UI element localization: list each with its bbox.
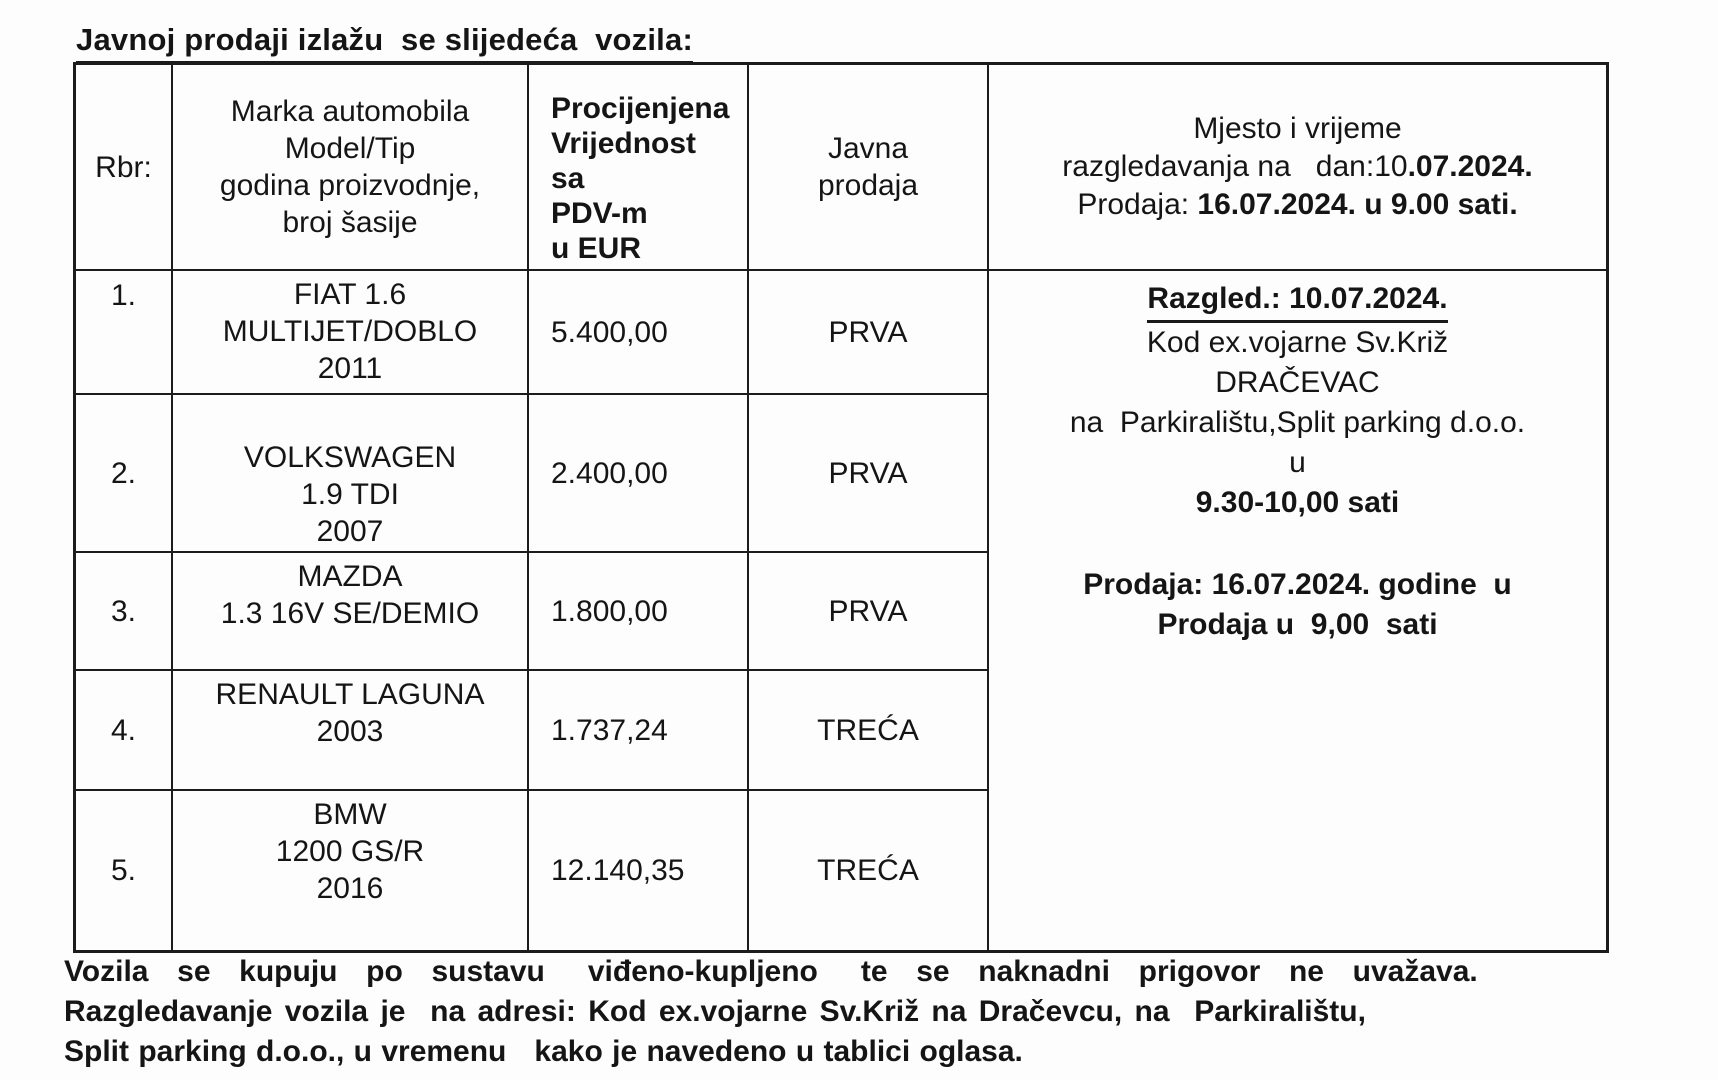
row-2-value <box>529 395 749 553</box>
vehicles-table <box>73 62 1609 953</box>
notice-razgled-underlined: Razgled.: 10.07.2024. <box>1147 279 1447 323</box>
header-marka-line: godina proizvodnje, <box>219 169 481 202</box>
header-mjesto-line3-regular: Prodaja: <box>1077 188 1198 221</box>
row-number-text: 3. <box>110 594 137 628</box>
notice-time-range: 9.30-10,00 sati <box>1195 486 1400 519</box>
row-4-value <box>529 671 749 791</box>
header-marka-line: Marka automobila <box>230 95 470 128</box>
model-line: 2016 <box>316 872 384 905</box>
value-text: 2.400,00 <box>551 456 668 490</box>
header-mjesto-line3 <box>1077 186 1517 224</box>
value-text: 1.800,00 <box>551 594 668 628</box>
row-2-model <box>173 395 529 553</box>
notice-razgled-title <box>1147 279 1447 323</box>
header-cell-vrijednost <box>529 65 749 271</box>
row-4-model <box>173 671 529 791</box>
header-mjesto-line2-bold: .07.2024. <box>1407 150 1533 183</box>
model-line: BMW <box>313 798 387 831</box>
sale-class-text: PRVA <box>828 594 908 628</box>
model-line: FIAT 1.6 <box>293 278 407 311</box>
value-text: 12.140,35 <box>551 854 685 887</box>
model-line: MULTIJET/DOBLO <box>222 315 478 348</box>
footer-line: Razgledavanje vozila je na adresi: Kod ex.vojarne Sv.Križ na Dračevcu, na Parkiralištu, <box>64 995 1366 1028</box>
header-javna-line: Javna <box>827 132 909 165</box>
header-vrijednost-line: Procijenjena <box>551 91 730 125</box>
header-vrijednost-line: PDV-m <box>551 196 648 230</box>
notice-location-line: Kod ex.vojarne Sv.Križ <box>1146 326 1449 359</box>
model-line: RENAULT LAGUNA <box>215 678 485 711</box>
notice-location-line: DRAČEVAC <box>1215 366 1380 399</box>
notice-sale-line2: Prodaja u 9,00 sati <box>1157 608 1438 641</box>
row-2-sale-class <box>749 395 989 553</box>
sale-class-text: PRVA <box>828 315 908 349</box>
row-3-number <box>76 553 173 671</box>
header-javna-line: prodaja <box>817 169 919 202</box>
row-3-value <box>529 553 749 671</box>
row-number-text: 1. <box>110 279 137 312</box>
header-mjesto-line2-regular: razgledavanja na dan:10 <box>1062 150 1408 183</box>
header-marka-line: Model/Tip <box>284 132 416 165</box>
row-5-model <box>173 791 529 950</box>
header-cell-mjesto-vrijeme <box>989 65 1606 271</box>
header-mjesto-line1: Mjesto i vrijeme <box>1193 112 1402 145</box>
footer-line: Vozila se kupuju po sustavu viđeno-kupljeno te se naknadni prigovor ne uvažava. <box>64 955 1478 988</box>
model-line: 2003 <box>316 715 384 748</box>
header-mjesto-line3-bold: 16.07.2024. u 9.00 sati. <box>1197 188 1518 221</box>
row-1-model <box>173 271 529 395</box>
model-line: VOLKSWAGEN <box>243 441 457 474</box>
row-number-text: 2. <box>110 456 137 490</box>
page-title: Javnoj prodaji izlažu se slijedeća vozila: <box>76 22 693 65</box>
header-rbr-label: Rbr: <box>95 150 152 184</box>
row-5-number <box>76 791 173 950</box>
row-4-sale-class <box>749 671 989 791</box>
sale-class-text: TREĆA <box>817 713 919 747</box>
header-mjesto-line2 <box>1062 148 1532 186</box>
sale-class-text: PRVA <box>828 456 908 490</box>
notice-location-line: u <box>1289 446 1306 479</box>
notice-location-line: na Parkiralištu,Split parking d.o.o. <box>1069 406 1526 439</box>
header-vrijednost-line: Vrijednost <box>551 126 697 160</box>
header-cell-javna-prodaja <box>749 65 989 271</box>
row-5-value <box>529 791 749 950</box>
row-1-sale-class <box>749 271 989 395</box>
value-text: 5.400,00 <box>551 315 668 349</box>
row-3-model <box>173 553 529 671</box>
notice-sale-line1: Prodaja: 16.07.2024. godine u <box>1083 568 1512 601</box>
header-cell-rbr <box>76 65 173 271</box>
footer-note <box>64 952 1616 1072</box>
row-number-text: 4. <box>110 713 137 747</box>
value-text: 1.737,24 <box>551 713 668 747</box>
model-line: 2011 <box>317 352 383 385</box>
model-line: 1200 GS/R <box>275 835 425 868</box>
header-marka-line: broj šasije <box>282 206 418 239</box>
row-number-text: 5. <box>110 854 137 887</box>
header-vrijednost-line: sa <box>551 161 585 195</box>
row-1-number <box>76 271 173 395</box>
model-line: MAZDA <box>297 560 403 593</box>
model-line: 1.3 16V SE/DEMIO <box>220 597 480 630</box>
row-3-sale-class <box>749 553 989 671</box>
sale-class-text: TREĆA <box>817 854 919 887</box>
row-4-number <box>76 671 173 791</box>
row-2-number <box>76 395 173 553</box>
model-line: 2007 <box>316 515 384 548</box>
model-line: 1.9 TDI <box>301 478 399 511</box>
header-cell-marka <box>173 65 529 271</box>
footer-line: Split parking d.o.o., u vremenu kako je navedeno u tablici oglasa. <box>64 1035 1023 1068</box>
viewing-and-sale-notice-cell <box>989 271 1606 950</box>
row-1-value <box>529 271 749 395</box>
header-vrijednost-line: u EUR <box>551 231 641 265</box>
row-5-sale-class <box>749 791 989 950</box>
